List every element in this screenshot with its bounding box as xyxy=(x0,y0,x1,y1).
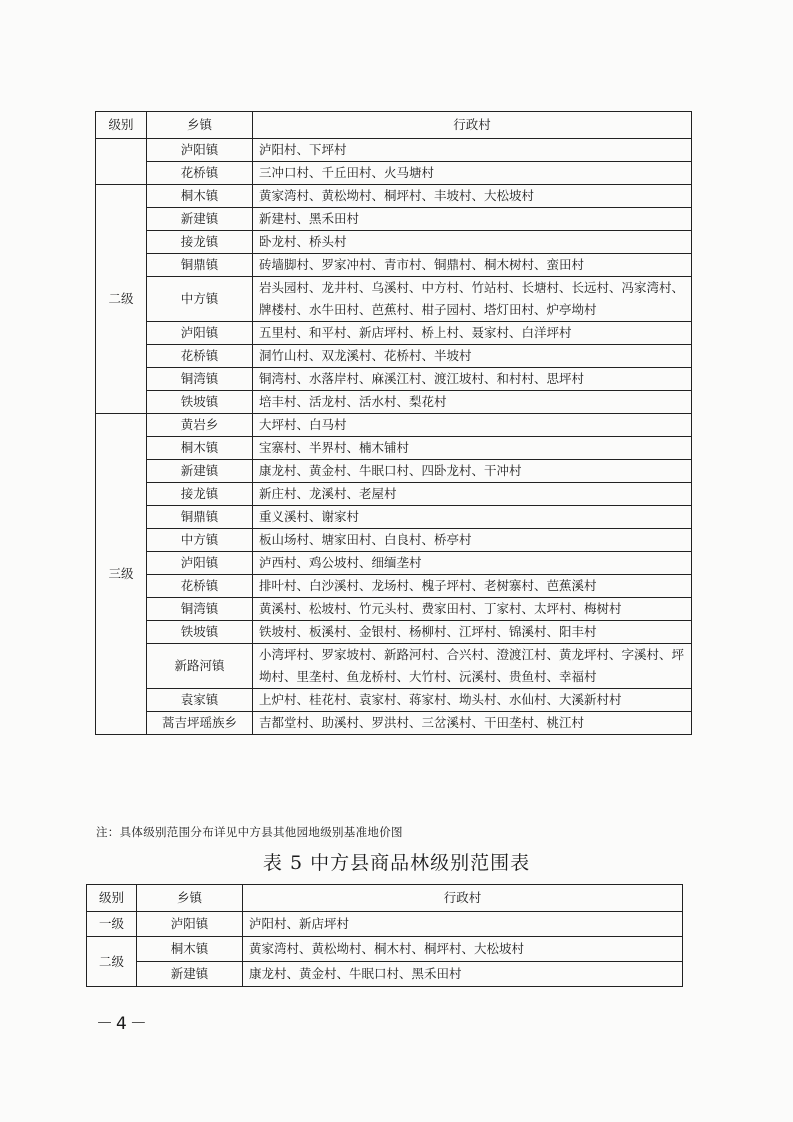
table-row xyxy=(96,345,692,368)
town-cell: 黄岩乡 xyxy=(147,414,253,437)
table-row xyxy=(96,185,692,208)
table-row xyxy=(96,368,692,391)
table-row xyxy=(96,644,692,689)
header-town: 乡镇 xyxy=(137,885,243,912)
table-row xyxy=(96,460,692,483)
table-row xyxy=(96,621,692,644)
villages-cell: 大坪村、白马村 xyxy=(253,414,692,437)
table-row xyxy=(96,391,692,414)
town-cell: 新建镇 xyxy=(147,460,253,483)
table-row xyxy=(96,277,692,322)
table-row xyxy=(96,139,692,162)
table-row xyxy=(96,712,692,735)
town-cell: 铜湾镇 xyxy=(147,598,253,621)
table-row xyxy=(96,208,692,231)
town-cell: 新建镇 xyxy=(147,208,253,231)
town-cell: 泸阳镇 xyxy=(147,552,253,575)
town-cell: 新路河镇 xyxy=(147,644,253,689)
town-cell: 泸阳镇 xyxy=(147,322,253,345)
villages-cell: 上炉村、桂花村、袁家村、蒋家村、坳头村、水仙村、大溪新村村 xyxy=(253,689,692,712)
table-row xyxy=(96,552,692,575)
table-row xyxy=(96,437,692,460)
town-cell: 泸阳镇 xyxy=(137,912,243,937)
town-cell: 蒿吉坪瑶族乡 xyxy=(147,712,253,735)
table-5-title: 表 5 中方县商品林级别范围表 xyxy=(262,852,531,874)
header-villages: 行政村 xyxy=(253,112,692,139)
town-cell: 桐木镇 xyxy=(147,185,253,208)
level-cell: 一级 xyxy=(87,912,137,937)
villages-cell: 康龙村、黄金村、牛眠口村、四卧龙村、干冲村 xyxy=(253,460,692,483)
villages-cell: 岩头园村、龙井村、乌溪村、中方村、竹站村、长塘村、长远村、冯家湾村、牌楼村、水牛田村、芭蕉村、柑子园村、塔灯田村、炉亭坳村 xyxy=(253,277,692,322)
table-row xyxy=(96,506,692,529)
table-row xyxy=(96,414,692,437)
town-cell: 花桥镇 xyxy=(147,162,253,185)
table-row xyxy=(87,962,683,987)
level-cell xyxy=(96,139,147,185)
town-cell: 花桥镇 xyxy=(147,575,253,598)
header-villages: 行政村 xyxy=(243,885,683,912)
page-number: －4－ xyxy=(96,1014,150,1034)
commercial-forest-grade-table xyxy=(86,884,683,987)
header-town: 乡镇 xyxy=(147,112,253,139)
town-cell: 泸阳镇 xyxy=(147,139,253,162)
town-cell: 中方镇 xyxy=(147,529,253,552)
table-header-row xyxy=(87,885,683,912)
level-cell: 二级 xyxy=(96,185,147,414)
header-level: 级别 xyxy=(96,112,147,139)
town-cell: 花桥镇 xyxy=(147,345,253,368)
villages-cell: 黄家湾村、黄松坳村、桐坪村、丰坡村、大松坡村 xyxy=(253,185,692,208)
villages-cell: 小湾坪村、罗家坡村、新路河村、合兴村、澄渡江村、黄龙坪村、字溪村、坪坳村、里垄村、鱼龙桥村、大竹村、沅溪村、贵鱼村、幸福村 xyxy=(253,644,692,689)
table-row xyxy=(87,912,683,937)
town-cell: 桐木镇 xyxy=(137,937,243,962)
level-cell: 二级 xyxy=(87,937,137,987)
table-row xyxy=(96,254,692,277)
town-cell: 铜湾镇 xyxy=(147,368,253,391)
table-row xyxy=(96,689,692,712)
villages-cell: 培丰村、活龙村、活水村、梨花村 xyxy=(253,391,692,414)
villages-cell: 板山场村、塘家田村、白良村、桥亭村 xyxy=(253,529,692,552)
table-row xyxy=(96,483,692,506)
villages-cell: 黄溪村、松坡村、竹元头村、费家田村、丁家村、太坪村、梅树村 xyxy=(253,598,692,621)
villages-cell: 三冲口村、千丘田村、火马塘村 xyxy=(253,162,692,185)
villages-cell: 康龙村、黄金村、牛眠口村、黑禾田村 xyxy=(243,962,683,987)
town-cell: 铁坡镇 xyxy=(147,391,253,414)
town-cell: 袁家镇 xyxy=(147,689,253,712)
table-row xyxy=(96,162,692,185)
villages-cell: 泸西村、鸡公坡村、细缅垄村 xyxy=(253,552,692,575)
town-cell: 新建镇 xyxy=(137,962,243,987)
villages-cell: 泸阳村、下坪村 xyxy=(253,139,692,162)
table-row xyxy=(96,529,692,552)
villages-cell: 铜湾村、水落岸村、麻溪江村、渡江坡村、和村村、思坪村 xyxy=(253,368,692,391)
town-cell: 中方镇 xyxy=(147,277,253,322)
table-footnote: 注：具体级别范围分布详见中方县其他园地级别基准地价图 xyxy=(96,825,403,839)
villages-cell: 铁坡村、板溪村、金银村、杨柳村、江坪村、锦溪村、阳丰村 xyxy=(253,621,692,644)
villages-cell: 黄家湾村、黄松坳村、桐木村、桐坪村、大松坡村 xyxy=(243,937,683,962)
town-cell: 接龙镇 xyxy=(147,231,253,254)
villages-cell: 吉都堂村、助溪村、罗洪村、三岔溪村、干田垄村、桃江村 xyxy=(253,712,692,735)
table-row xyxy=(96,575,692,598)
header-level: 级别 xyxy=(87,885,137,912)
villages-cell: 新建村、黑禾田村 xyxy=(253,208,692,231)
table-row xyxy=(87,937,683,962)
town-cell: 铜鼎镇 xyxy=(147,254,253,277)
town-cell: 接龙镇 xyxy=(147,483,253,506)
villages-cell: 排叶村、白沙溪村、龙场村、槐子坪村、老树寨村、芭蕉溪村 xyxy=(253,575,692,598)
level-cell: 三级 xyxy=(96,414,147,735)
table-row xyxy=(96,231,692,254)
town-cell: 铜鼎镇 xyxy=(147,506,253,529)
villages-cell: 重义溪村、谢家村 xyxy=(253,506,692,529)
table-row xyxy=(96,598,692,621)
town-cell: 铁坡镇 xyxy=(147,621,253,644)
table-header-row xyxy=(96,112,692,139)
villages-cell: 卧龙村、桥头村 xyxy=(253,231,692,254)
villages-cell: 泸阳村、新店坪村 xyxy=(243,912,683,937)
table-row xyxy=(96,322,692,345)
villages-cell: 宝寨村、半界村、楠木铺村 xyxy=(253,437,692,460)
villages-cell: 五里村、和平村、新店坪村、桥上村、聂家村、白洋坪村 xyxy=(253,322,692,345)
town-cell: 桐木镇 xyxy=(147,437,253,460)
grade-range-table-continued xyxy=(95,111,692,735)
villages-cell: 砖墙脚村、罗家冲村、青市村、铜鼎村、桐木树村、蛮田村 xyxy=(253,254,692,277)
villages-cell: 洞竹山村、双龙溪村、花桥村、半坡村 xyxy=(253,345,692,368)
villages-cell: 新庄村、龙溪村、老屋村 xyxy=(253,483,692,506)
